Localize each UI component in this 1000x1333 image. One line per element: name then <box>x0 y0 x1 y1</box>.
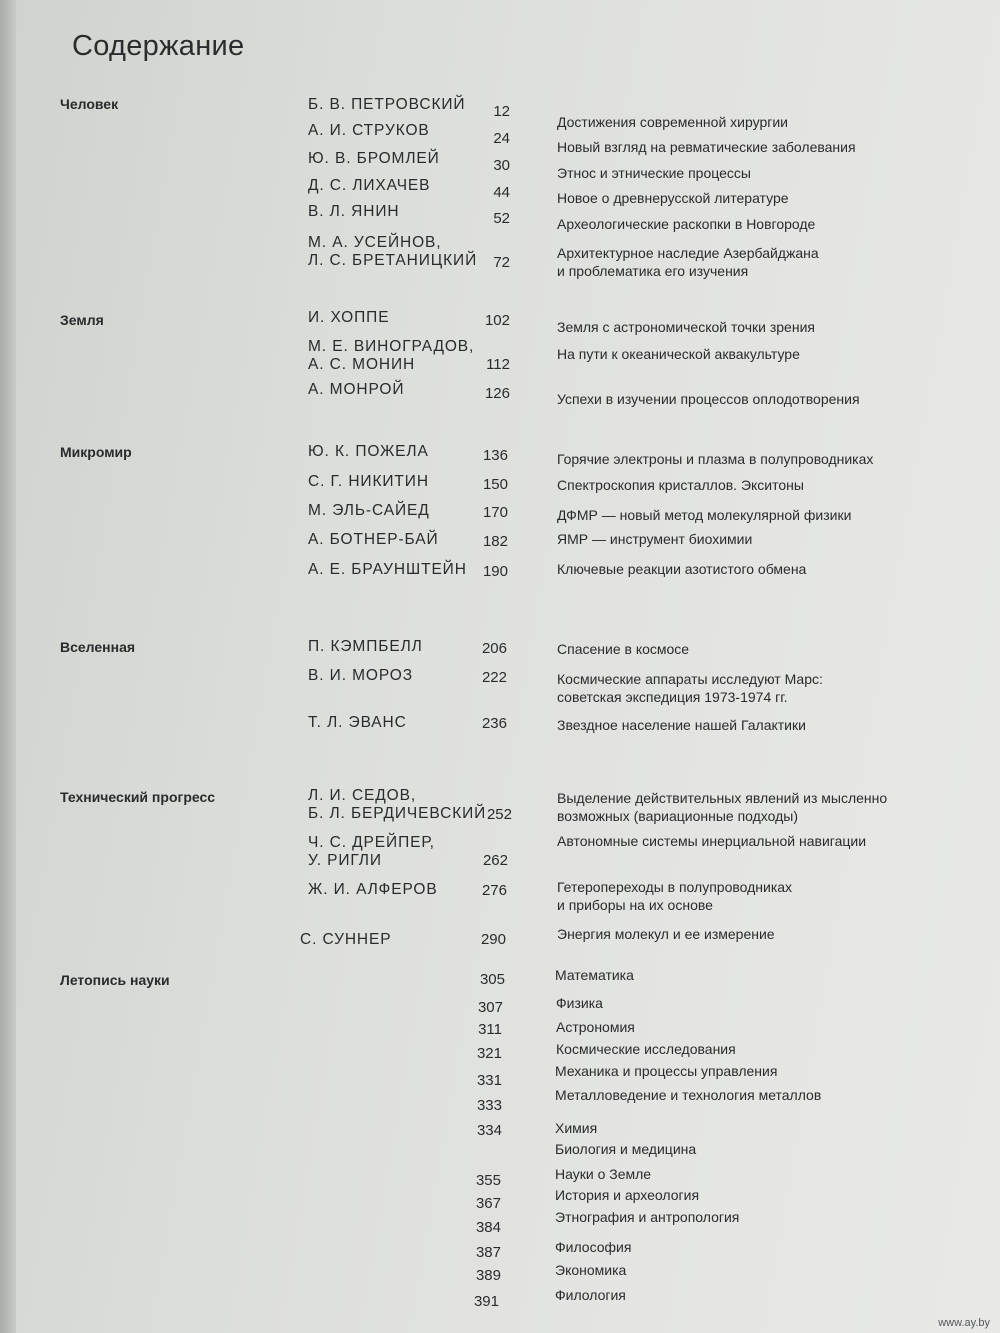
entry-article: Архитектурное наследие Азербайджана и проблематика его изучения <box>557 245 819 279</box>
chronicle-page: 307 <box>477 999 503 1016</box>
entry-page: 12 <box>493 103 510 120</box>
chronicle-topic: Механика и процессы управления <box>555 1063 778 1079</box>
entry-author: М. А. УСЕЙНОВ, Л. С. БРЕТАНИЦКИЙ <box>308 234 478 269</box>
entry-article: Новый взгляд на ревматические заболевания <box>557 139 856 155</box>
entry-author: И. ХОППЕ <box>308 309 390 326</box>
entry-page: 24 <box>493 130 510 147</box>
entry-article: Спектроскопия кристаллов. Экситоны <box>557 477 804 493</box>
entry-page: 52 <box>493 210 510 227</box>
entry-author: М. Е. ВИНОГРАДОВ, А. С. МОНИН <box>308 338 475 373</box>
entry-article: Автономные системы инерциальной навигации <box>557 833 867 849</box>
entry-author: А. Е. БРАУНШТЕЙН <box>308 561 467 578</box>
chronicle-page: 355 <box>475 1172 501 1189</box>
entry-article: Этнос и этнические процессы <box>557 165 751 181</box>
entry-article: На пути к океанической аквакультуре <box>557 346 800 362</box>
section-title: Человек <box>60 96 119 112</box>
chronicle-page: 384 <box>475 1219 501 1236</box>
entry-author: Д. С. ЛИХАЧЕВ <box>308 177 431 194</box>
entry-author: Т. Л. ЭВАНС <box>308 714 407 731</box>
entry-page: 252 <box>486 806 512 823</box>
chronicle-topic: Этнография и антропология <box>555 1209 740 1225</box>
entry-page: 262 <box>482 852 508 869</box>
entry-page: 150 <box>482 476 508 493</box>
chronicle-page: 387 <box>475 1244 501 1261</box>
entry-article: Новое о древнерусской литературе <box>557 190 789 206</box>
entry-article: ЯМР — инструмент биохимии <box>557 531 753 547</box>
entry-page: 136 <box>482 447 508 464</box>
entry-author: С. Г. НИКИТИН <box>308 473 429 490</box>
chronicle-topic: Филология <box>555 1287 626 1303</box>
entry-author: М. ЭЛЬ-САЙЕД <box>308 502 430 519</box>
entry-article: Ключевые реакции азотистого обмена <box>557 561 807 577</box>
chronicle-page: 334 <box>476 1122 502 1139</box>
entry-page: 170 <box>482 504 508 521</box>
entry-article: Выделение действительных явлений из мысленно возможных (вариационные подходы) <box>557 790 888 824</box>
entry-article: Горячие электроны и плазма в полупроводниках <box>557 451 874 467</box>
section-title: Вселенная <box>60 639 136 655</box>
entry-article: Звездное население нашей Галактики <box>557 717 806 733</box>
entry-author: Ж. И. АЛФЕРОВ <box>308 881 438 898</box>
chronicle-topic: Биология и медицина <box>555 1141 697 1157</box>
entry-page: 72 <box>493 254 510 271</box>
entry-article: Земля с астрономической точки зрения <box>557 319 815 335</box>
chronicle-page: 333 <box>476 1097 502 1114</box>
entry-page: 222 <box>481 669 507 686</box>
entry-author: В. И. МОРОЗ <box>308 667 413 684</box>
entry-author: А. БОТНЕР-БАЙ <box>308 531 439 548</box>
chronicle-topic: Химия <box>555 1120 598 1136</box>
chronicle-topic: Экономика <box>555 1262 627 1278</box>
section-title: Летопись науки <box>60 972 170 988</box>
chronicle-topic: Металловедение и технология металлов <box>555 1087 822 1103</box>
watermark: www.ay.by <box>938 1317 990 1329</box>
entry-author: Ю. В. БРОМЛЕЙ <box>308 150 440 167</box>
entry-page: 126 <box>484 385 510 402</box>
entry-author: П. КЭМПБЕЛЛ <box>308 638 423 655</box>
chronicle-page: 331 <box>476 1072 502 1089</box>
entry-article: Спасение в космосе <box>557 641 690 657</box>
section-title: Технический прогресс <box>60 789 216 805</box>
entry-article: Гетеропереходы в полупроводниках и приборы на их основе <box>557 879 793 913</box>
entry-author: А. МОНРОЙ <box>308 381 405 398</box>
entry-author: Ч. С. ДРЕЙПЕР, У. РИГЛИ <box>308 834 435 869</box>
chronicle-page: 305 <box>479 971 505 988</box>
entry-author: С. СУННЕР <box>300 931 392 948</box>
entry-article: Археологические раскопки в Новгороде <box>557 216 816 232</box>
chronicle-topic: История и археология <box>555 1187 700 1203</box>
entry-author: Л. И. СЕДОВ, Б. Л. БЕРДИЧЕВСКИЙ <box>308 787 487 822</box>
entry-author: Б. В. ПЕТРОВСКИЙ <box>308 96 466 113</box>
entry-author: Ю. К. ПОЖЕЛА <box>308 443 429 460</box>
entry-page: 102 <box>484 312 510 329</box>
section-title: Микромир <box>60 444 132 460</box>
entry-page: 290 <box>480 931 506 948</box>
entry-article: Космические аппараты исследуют Марс: советская экспедиция 1973-1974 гг. <box>557 671 823 705</box>
entry-article: Энергия молекул и ее измерение <box>557 926 775 942</box>
entry-page: 112 <box>486 356 510 373</box>
entry-page: 190 <box>482 563 508 580</box>
entry-author: А. И. СТРУКОВ <box>308 122 430 139</box>
chronicle-topic: Философия <box>555 1239 632 1255</box>
entry-page: 30 <box>493 157 510 174</box>
chronicle-page: 391 <box>473 1293 499 1310</box>
chronicle-page: 321 <box>476 1045 502 1062</box>
chronicle-topic: Математика <box>555 967 634 983</box>
entry-page: 44 <box>493 184 510 201</box>
chronicle-topic: Физика <box>556 995 603 1011</box>
entry-page: 182 <box>482 533 508 550</box>
section-title: Земля <box>60 312 104 328</box>
entry-page: 276 <box>481 882 507 899</box>
chronicle-page: 311 <box>478 1021 502 1038</box>
entry-author: В. Л. ЯНИН <box>308 203 400 220</box>
page-title: Содержание <box>72 30 245 62</box>
page-edge <box>0 0 16 1333</box>
entry-page: 236 <box>481 715 507 732</box>
entry-article: Достижения современной хирургии <box>557 114 788 130</box>
chronicle-topic: Астрономия <box>556 1019 635 1035</box>
chronicle-page: 389 <box>475 1267 501 1284</box>
entry-article: ДФМР — новый метод молекулярной физики <box>557 507 852 523</box>
entry-article: Успехи в изучении процессов оплодотворения <box>557 391 860 407</box>
chronicle-topic: Науки о Земле <box>555 1166 652 1182</box>
entry-page: 206 <box>481 640 507 657</box>
chronicle-topic: Космические исследования <box>556 1041 736 1057</box>
chronicle-page: 367 <box>475 1195 501 1212</box>
